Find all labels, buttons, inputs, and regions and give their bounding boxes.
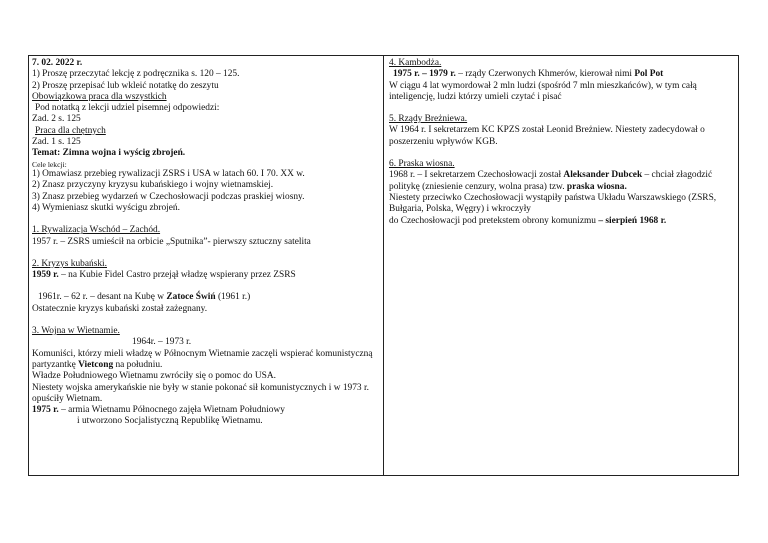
section-1-heading: 1. Rywalizacja Wschód – Zachód. [32,225,161,236]
goal-item: 1) Omawiasz przebieg rywalizacji ZSRS i USA w latach 60. I 70. XX w. [32,169,305,180]
section-5-text: W 1964 r. I sekretarzem KC KPZS został Leonid Breżniew. Niestety zadecydował o poszerzeniu wpływów KGB. [389,125,705,147]
section-3-para-3: Niestety wojska amerykańskie nie były w stanie pokonać sił komunistycznych i w 1973 r. opuściły Wietnam. [32,382,369,404]
section-3-dates: 1964r. – 1973 r. [132,337,192,348]
task-mandatory: Zad. 2 s. 125 [32,114,81,125]
section-5-heading: 5. Rządy Breżniewa. [389,114,468,125]
section-2-outcome: Ostatecznie kryzys kubański został zażegnany. [32,303,208,314]
lesson-topic: Temat: Zimna wojna i wyścig zbrojeń. [32,148,186,159]
mandatory-heading: Obowiązkowa praca dla wszystkich [32,91,167,102]
goal-item: 4) Wymieniasz skutki wyścigu zbrojeń. [32,202,180,213]
section-3-para-1: Komuniści, którzy mieli władzę w Północnym Wietnamie zaczęli wspierać komunistyczną partyzantkę Vietcong na południu. [32,348,373,370]
section-6-heading: 6. Praska wiosna. [389,159,455,170]
section-2-bay-of-pigs: 1961r. – 62 r. – desant na Kubę w Zatoce Świń (1961 r.) [38,292,251,303]
section-4-heading: 4. Kambodża. [389,58,442,68]
section-1-text: 1957 r. – ZSRS umieścił na orbicie „Sputnika”- pierwszy sztuczny satelita [32,236,311,247]
section-2-text: 1959 r. – na Kubie Fidel Castro przejął władzę wspierany przez ZSRS [32,270,296,281]
lesson-date: 7. 02. 2022 r. [32,58,83,68]
section-6-para-1: 1968 r. – I sekretarzem Czechosłowacji został Aleksander Dubcek – chciał złagodzić politykę (zniesienie cenzury, wolna prasa) tzw. praska wiosna. [389,170,713,192]
left-column [29,56,384,475]
instruction-1: 1) Proszę przeczytać lekcję z podręcznika s. 120 – 125. [32,69,240,80]
task-voluntary: Zad. 1 s. 125 [32,137,81,148]
section-3-heading: 3. Wojna w Wietnamie. [32,326,120,337]
right-column [384,56,738,475]
voluntary-heading: Praca dla chętnych [35,125,106,136]
section-3-para-2: Władze Południowego Wietnamu zwróciły się o pomoc do USA. [32,371,276,382]
goals-label: Cele lekcji: [32,159,67,169]
section-2-heading: 2. Kryzys kubański. [32,258,107,269]
section-3-para-4: 1975 r. – armia Wietnamu Północnego zajęła Wietnam Południowy [32,405,285,416]
section-4-text: W ciągu 4 lat wymordował 2 mln ludzi (spośród 7 mln mieszkańców), w tym całą inteligencję, ludzi którzy umieli czytać i pisać [389,80,697,102]
section-6-para-2: Niestety przeciwko Czechosłowacji wystąpiły państwa Układu Warszawskiego (ZSRS, Bułgaria, Polska, Węgry) i wkroczyły [389,192,717,215]
mandatory-text: Pod notatką z lekcji udziel pisemnej odpowiedzi: [35,103,220,114]
goal-item: 3) Znasz przebieg wydarzeń w Czechosłowacji podczas praskiej wiosny. [32,191,305,202]
section-3-para-5: i utworzono Socjalistyczną Republikę Wietnamu. [77,416,263,427]
goal-item: 2) Znasz przyczyny kryzysu kubańskiego i wojny wietnamskiej. [32,180,274,191]
section-6-para-3: do Czechosłowacji pod pretekstem obrony komunizmu – sierpień 1968 r. [389,215,667,226]
document-table [28,55,739,476]
instruction-2: 2) Proszę przepisać lub wkleić notatkę do zeszytu [32,80,219,91]
section-4-rule: 1975 r. – 1979 r. – rządy Czerwonych Khmerów, kierował nimi Pol Pot [393,69,664,80]
